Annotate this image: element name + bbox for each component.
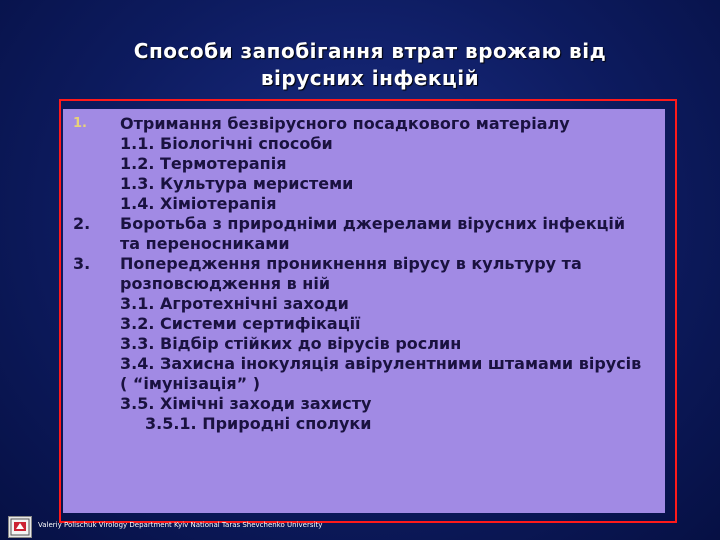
subitem-1-1: 1.1. Біологічні способи xyxy=(120,134,333,153)
university-logo-icon xyxy=(8,516,32,538)
subitem-3-2: 3.2. Системи сертифікації xyxy=(120,314,361,333)
list-item-2-text-line-1: Боротьба з природніми джерелами вірусних інфекцій xyxy=(120,214,626,233)
subitem-1-4: 1.4. Хіміотерапія xyxy=(120,194,277,213)
list-number-2: 2. xyxy=(73,214,91,233)
list-item-3-text-line-2: розповсюдження в ній xyxy=(120,274,331,293)
subitem-3-1: 3.1. Агротехнічні заходи xyxy=(120,294,349,313)
red-frame xyxy=(59,99,677,523)
subitem-1-3: 1.3. Культура меристеми xyxy=(120,174,354,193)
subitem-3-5-1: 3.5.1. Природні сполуки xyxy=(145,414,372,433)
list-number-1: 1. xyxy=(73,116,87,131)
slide-title xyxy=(60,38,680,92)
list-item-2-text-line-2: та переносниками xyxy=(120,234,290,253)
list-item-1-text: Отримання безвірусного посадкового матеріалу xyxy=(120,114,570,133)
slide-title-line-1: Способи запобігання втрат врожаю від xyxy=(133,39,607,63)
list-number-3: 3. xyxy=(73,254,91,273)
subitem-3-4-note: ( “імунізація” ) xyxy=(120,374,261,393)
subitem-1-2: 1.2. Термотерапія xyxy=(120,154,287,173)
subitem-3-3: 3.3. Відбір стійких до вірусів рослин xyxy=(120,334,462,353)
subitem-3-4: 3.4. Захисна інокуляція авірулентними штамами вірусів xyxy=(120,354,642,373)
footer-credit: Valeriy Polischuk Virology Department Kyiv National Taras Shevchenko University xyxy=(38,521,323,529)
slide-title-line-2: вірусних інфекцій xyxy=(260,66,480,90)
list-item-3-text-line-1: Попередження проникнення вірусу в культуру та xyxy=(120,254,582,273)
subitem-3-5: 3.5. Хімічні заходи захисту xyxy=(120,394,372,413)
